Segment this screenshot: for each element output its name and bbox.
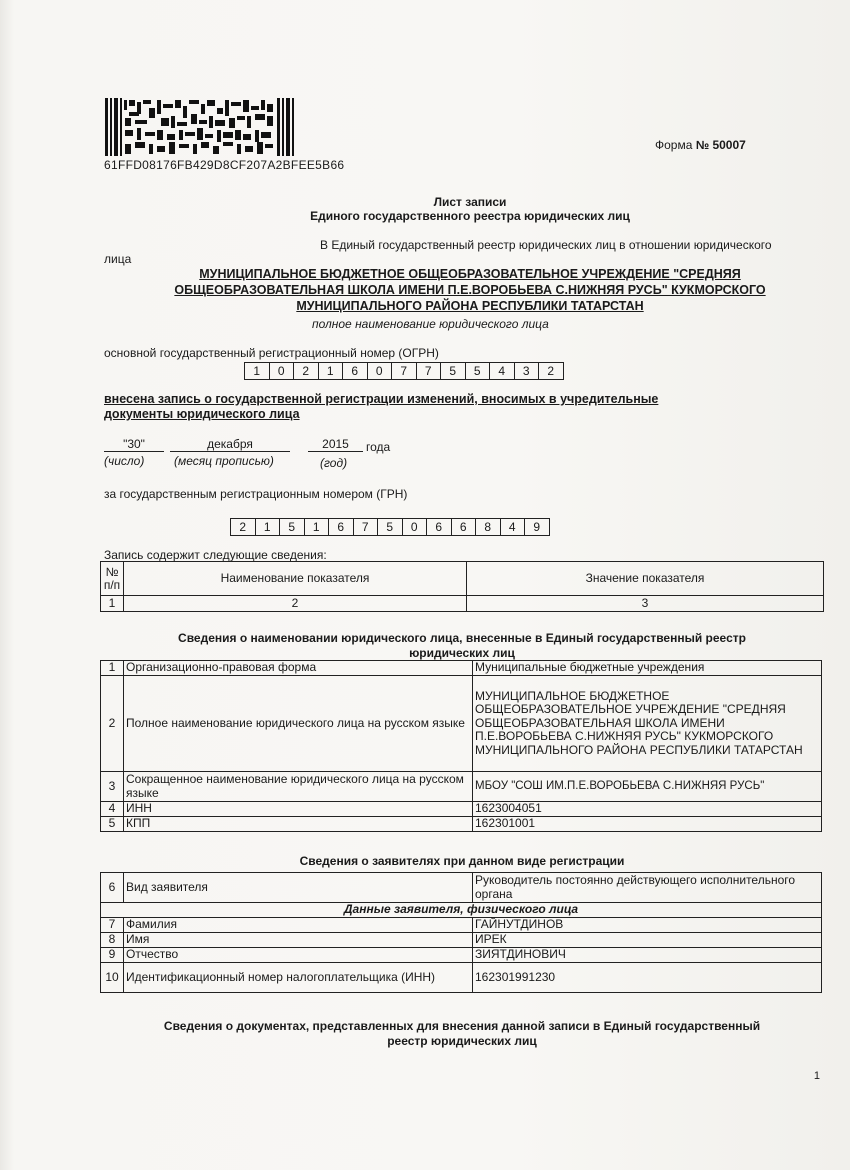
section2-table bbox=[100, 872, 822, 993]
header-col-value: Значение показателя bbox=[467, 562, 824, 596]
org-name-line2: ОБЩЕОБРАЗОВАТЕЛЬНАЯ ШКОЛА ИМЕНИ П.Е.ВОРОБЬЕВА С.НИЖНЯЯ РУСЬ" КУКМОРСКОГО bbox=[174, 283, 766, 297]
ogrn-digit: 1 bbox=[319, 363, 344, 379]
barcode-code: 61FFD08176FB429D8CF207A2BFEE5B66 bbox=[104, 158, 345, 172]
table-row bbox=[101, 772, 822, 802]
org-name-line1: МУНИЦИПАЛЬНОЕ БЮДЖЕТНОЕ ОБЩЕОБРАЗОВАТЕЛЬНОЕ УЧРЕЖДЕНИЕ "СРЕДНЯЯ bbox=[199, 267, 741, 281]
row-value: Руководитель постоянно действующего исполнительного органа bbox=[473, 873, 822, 903]
row-name: КПП bbox=[124, 817, 473, 832]
header-index-2: 2 bbox=[124, 596, 467, 612]
ogrn-digit: 4 bbox=[490, 363, 515, 379]
date-year-caption: (год) bbox=[320, 456, 348, 470]
row-value: Муниципальные бюджетные учреждения bbox=[473, 661, 822, 676]
header-col-number: № п/п bbox=[101, 562, 124, 596]
ogrn-digit: 7 bbox=[417, 363, 442, 379]
form-number: № 50007 bbox=[695, 138, 746, 152]
ogrn-digit: 2 bbox=[547, 364, 555, 378]
row-value: ГАЙНУТДИНОВ bbox=[473, 918, 822, 933]
grn-digit: 7 bbox=[354, 519, 379, 535]
row-name: Имя bbox=[124, 933, 473, 948]
ogrn-digit: 5 bbox=[466, 363, 491, 379]
section3-title bbox=[100, 1019, 824, 1049]
form-label bbox=[655, 138, 746, 152]
grn-digit: 0 bbox=[403, 519, 428, 535]
grn-digit: 6 bbox=[329, 519, 354, 535]
applicant-subheader: Данные заявителя, физического лица bbox=[101, 903, 822, 918]
row-value: ЗИЯТДИНОВИЧ bbox=[473, 948, 822, 963]
section2-title: Сведения о заявителях при данном виде регистрации bbox=[299, 854, 625, 868]
grn-digit: 8 bbox=[476, 519, 501, 535]
grn-digit: 1 bbox=[305, 519, 330, 535]
barcode-image bbox=[105, 98, 297, 156]
row-number: 1 bbox=[101, 661, 124, 676]
date-day: "30" bbox=[104, 437, 164, 452]
header-index-1: 1 bbox=[101, 596, 124, 612]
row-number: 4 bbox=[101, 802, 124, 817]
ogrn-digit: 2 bbox=[294, 363, 319, 379]
section3-title-line2: реестр юридических лиц bbox=[387, 1034, 537, 1048]
ogrn-digit-boxes bbox=[244, 362, 564, 380]
row-name: Идентификационный номер налогоплательщика (ИНН) bbox=[124, 963, 473, 993]
row-name: Вид заявителя bbox=[124, 873, 473, 903]
org-name-caption: полное наименование юридического лица bbox=[312, 317, 549, 331]
grn-digit: 6 bbox=[427, 519, 452, 535]
date-year-suffix: года bbox=[366, 440, 391, 454]
row-value: 1623004051 bbox=[473, 802, 822, 817]
table-row bbox=[101, 933, 822, 948]
org-full-name bbox=[100, 266, 840, 314]
section1-table bbox=[100, 660, 822, 832]
row-name: Фамилия bbox=[124, 918, 473, 933]
date-month: декабря bbox=[170, 437, 290, 452]
section3-title-line1: Сведения о документах, представленных для внесения данной записи в Единый государственный bbox=[163, 1019, 761, 1033]
row-name: Отчество bbox=[124, 948, 473, 963]
table-row bbox=[101, 948, 822, 963]
row-name: Полное наименование юридического лица на русском языке bbox=[124, 676, 473, 772]
table-row bbox=[101, 802, 822, 817]
ogrn-digit: 0 bbox=[368, 363, 393, 379]
record-line1: внесена запись о государственной регистрации изменений, вносимых в учредительные bbox=[104, 392, 659, 406]
grn-digit: 4 bbox=[501, 519, 526, 535]
date-month-caption: (месяц прописью) bbox=[174, 454, 274, 468]
record-line2: документы юридического лица bbox=[104, 407, 300, 421]
grn-digit: 6 bbox=[452, 519, 477, 535]
row-value: МБОУ "СОШ ИМ.П.Е.ВОРОБЬЕВА С.НИЖНЯЯ РУСЬ" bbox=[473, 772, 822, 802]
header-table bbox=[100, 561, 824, 612]
org-name-line3: МУНИЦИПАЛЬНОГО РАЙОНА РЕСПУБЛИКИ ТАТАРСТАН bbox=[296, 299, 644, 313]
row-name: ИНН bbox=[124, 802, 473, 817]
ogrn-digit: 6 bbox=[343, 363, 368, 379]
date-year: 2015 bbox=[308, 437, 363, 452]
form-label-text: Форма bbox=[655, 138, 693, 152]
table-subheader bbox=[101, 903, 822, 918]
section1-title-line1: Сведения о наименовании юридического лица, внесенные в Единый государственный реестр bbox=[178, 631, 746, 645]
row-value: ИРЕК bbox=[473, 933, 822, 948]
record-description bbox=[104, 392, 658, 422]
grn-digit: 1 bbox=[256, 519, 281, 535]
row-number: 3 bbox=[101, 772, 124, 802]
date-day-caption: (число) bbox=[104, 454, 145, 468]
row-name: Сокращенное наименование юридического лица на русском языке bbox=[124, 772, 473, 802]
row-number: 10 bbox=[101, 963, 124, 993]
ogrn-digit: 1 bbox=[245, 363, 270, 379]
row-number: 7 bbox=[101, 918, 124, 933]
table-row bbox=[101, 817, 822, 832]
grn-label: за государственным регистрационным номером (ГРН) bbox=[104, 487, 408, 501]
grn-digit: 5 bbox=[378, 519, 403, 535]
row-value: 162301991230 bbox=[473, 963, 822, 993]
row-number: 5 bbox=[101, 817, 124, 832]
grn-digit: 9 bbox=[533, 520, 541, 534]
ogrn-digit: 0 bbox=[270, 363, 295, 379]
grn-digit-boxes bbox=[230, 518, 550, 536]
header-col-name: Наименование показателя bbox=[124, 562, 467, 596]
table-row bbox=[101, 676, 822, 772]
table-row bbox=[101, 918, 822, 933]
table-row bbox=[101, 873, 822, 903]
row-number: 8 bbox=[101, 933, 124, 948]
table-row bbox=[101, 661, 822, 676]
ogrn-digit: 3 bbox=[515, 363, 540, 379]
intro-line1: В Единый государственный реестр юридических лиц в отношении юридического bbox=[320, 238, 772, 252]
row-value: МУНИЦИПАЛЬНОЕ БЮДЖЕТНОЕ ОБЩЕОБРАЗОВАТЕЛЬНОЕ УЧРЕЖДЕНИЕ "СРЕДНЯЯ ОБЩЕОБРАЗОВАТЕЛЬНАЯ ШКОЛА ИМЕНИ П.Е.ВОРОБЬЕВА С.НИЖНЯЯ РУСЬ" КУКМОРСКОГО МУНИЦИПАЛЬНОГО РАЙОНА РЕСПУБЛИКИ ТАТАРСТАН bbox=[473, 676, 822, 772]
grn-digit: 2 bbox=[231, 519, 256, 535]
row-number: 9 bbox=[101, 948, 124, 963]
title-line1: Лист записи bbox=[433, 195, 507, 209]
intro-line2: лица bbox=[104, 252, 132, 266]
row-number: 6 bbox=[101, 873, 124, 903]
grn-digit: 5 bbox=[280, 519, 305, 535]
table-row bbox=[101, 963, 822, 993]
row-number: 2 bbox=[101, 676, 124, 772]
contains-label: Запись содержит следующие сведения: bbox=[104, 548, 327, 562]
ogrn-label: основной государственный регистрационный номер (ОГРН) bbox=[104, 346, 439, 360]
row-name: Организационно-правовая форма bbox=[124, 661, 473, 676]
section1-title-line2: юридических лиц bbox=[409, 646, 515, 660]
title-line2: Единого государственного реестра юридических лиц bbox=[310, 209, 630, 223]
ogrn-digit: 7 bbox=[392, 363, 417, 379]
row-value: 162301001 bbox=[473, 817, 822, 832]
section1-title bbox=[100, 631, 824, 661]
page-number: 1 bbox=[813, 1070, 820, 1082]
ogrn-digit: 5 bbox=[441, 363, 466, 379]
header-index-3: 3 bbox=[467, 596, 824, 612]
